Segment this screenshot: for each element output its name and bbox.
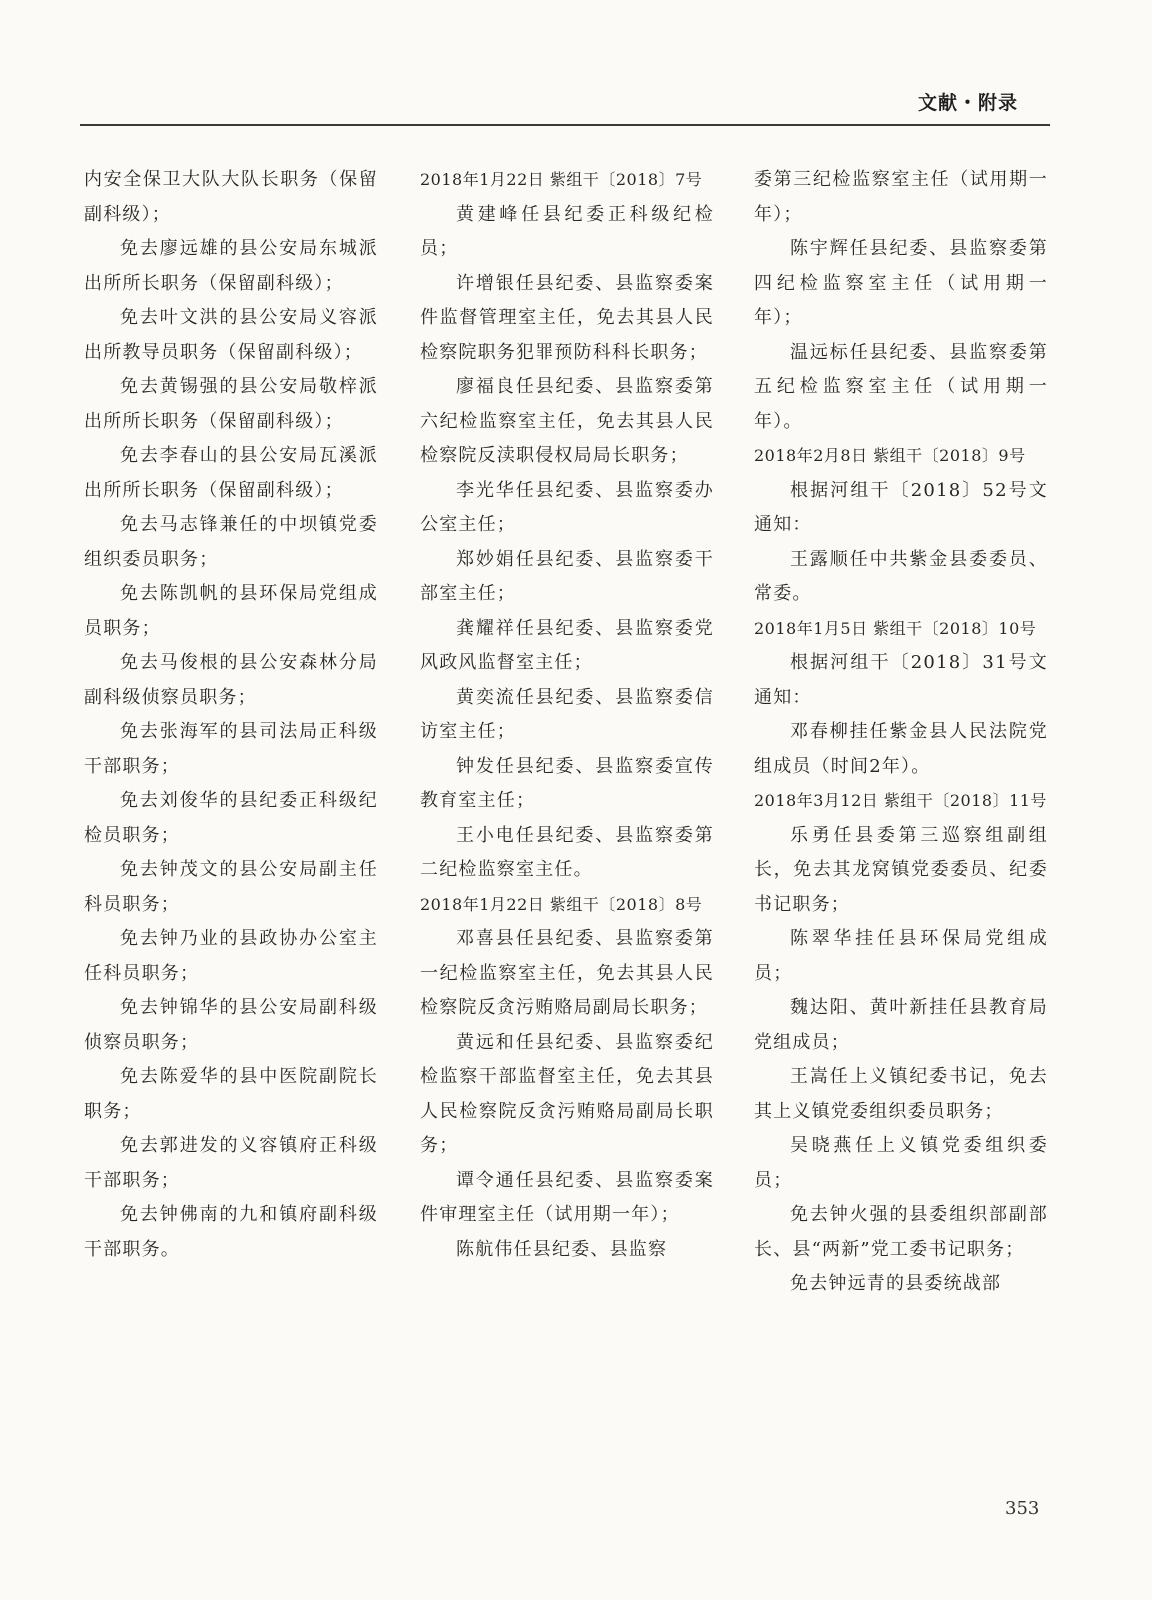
appointment-paragraph: 王小电任县纪委、县监察委第二纪检监察室主任。 <box>420 824 714 880</box>
appointment-paragraph: 免去钟火强的县委组织部副部长、县“两新”党工委书记职务； <box>754 1204 1048 1260</box>
appointment-paragraph: 许增银任县纪委、县监察委案件监督管理室主任，免去其县人民检察院职务犯罪预防科科长职务； <box>420 272 714 363</box>
appointment-paragraph: 黄奕流任县纪委、县监察委信访室主任； <box>420 686 714 742</box>
appointment-paragraph: 免去陈爱华的县中医院副院长职务； <box>84 1066 378 1122</box>
appointment-paragraph: 钟发任县纪委、县监察委宣传教育室主任； <box>420 755 714 811</box>
appointment-paragraph: 龚耀祥任县纪委、县监察委党风政风监督室主任； <box>420 617 714 673</box>
appointment-paragraph: 免去张海军的县司法局正科级干部职务； <box>84 721 378 777</box>
appointment-paragraph: 免去李春山的县公安局瓦溪派出所所长职务（保留副科级）； <box>84 445 378 501</box>
document-number: 2018年1月22日 紫组干〔2018〕7号 <box>420 170 703 189</box>
appointment-paragraph: 免去钟锦华的县公安局副科级侦察员职务； <box>84 997 378 1053</box>
appointment-paragraph: 廖福良任县纪委、县监察委第六纪检监察室主任，免去其县人民检察院反渎职侵权局局长职务； <box>420 376 714 466</box>
appointment-paragraph: 免去陈凯帆的县环保局党组成员职务； <box>84 583 378 639</box>
continued-paragraph: 委第三纪检监察室主任（试用期一年）； <box>754 169 1048 225</box>
appointment-paragraph: 陈航伟任县纪委、县监察 <box>456 1238 668 1260</box>
continued-paragraph: 内安全保卫大队大队长职务（保留副科级）； <box>84 169 378 225</box>
text-column-2 <box>420 163 714 1267</box>
appointment-paragraph: 邓春柳挂任紫金县人民法院党组成员（时间2年）。 <box>754 721 1048 777</box>
appointment-paragraph: 根据河组干〔2018〕52号文通知： <box>754 479 1048 535</box>
appointment-paragraph: 免去马俊根的县公安森林分局副科级侦察员职务； <box>84 652 378 708</box>
appointment-paragraph: 根据河组干〔2018〕31号文通知： <box>754 652 1048 708</box>
document-number: 2018年1月5日 紫组干〔2018〕10号 <box>754 618 1037 638</box>
appointment-paragraph: 谭令通任县纪委、县监察委案件审理室主任（试用期一年）； <box>420 1169 714 1225</box>
document-number: 2018年3月12日 紫组干〔2018〕11号 <box>754 791 1047 810</box>
appointment-paragraph: 免去马志锋兼任的中坝镇党委组织委员职务； <box>84 514 378 570</box>
document-number: 2018年2月8日 紫组干〔2018〕9号 <box>754 446 1026 465</box>
appointment-paragraph: 免去刘俊华的县纪委正科级纪检员职务； <box>84 790 378 846</box>
text-column-3 <box>754 163 1048 1302</box>
appointment-paragraph: 免去钟乃业的县政协办公室主任科员职务； <box>84 928 378 984</box>
appointment-paragraph: 免去钟远青的县委统战部 <box>790 1273 1002 1294</box>
appointment-paragraph: 免去钟佛南的九和镇府副科级干部职务。 <box>84 1204 378 1260</box>
appointment-paragraph: 邓喜县任县纪委、县监察委第一纪检监察室主任，免去其县人民检察院反贪污贿赂局副局长职务； <box>420 928 714 1018</box>
appointment-paragraph: 免去廖远雄的县公安局东城派出所所长职务（保留副科级）； <box>84 238 378 294</box>
appointment-paragraph: 黄建峰任县纪委正科级纪检员； <box>420 203 714 259</box>
appointment-paragraph: 温远标任县纪委、县监察委第五纪检监察室主任（试用期一年）。 <box>754 341 1048 432</box>
appointment-paragraph: 免去郭进发的义容镇府正科级干部职务； <box>84 1135 378 1191</box>
appointment-paragraph: 王嵩任上义镇纪委书记，免去其上义镇党委组织委员职务； <box>754 1066 1048 1122</box>
appointment-paragraph: 免去叶文洪的县公安局义容派出所教导员职务（保留副科级）； <box>84 307 378 363</box>
text-column-1 <box>84 163 378 1267</box>
header-divider <box>80 124 1050 126</box>
appointment-paragraph: 黄远和任县纪委、县监察委纪检监察干部监督室主任，免去其县人民检察院反贪污贿赂局副局长职务； <box>420 1031 714 1156</box>
appointment-paragraph: 陈宇辉任县纪委、县监察委第四纪检监察室主任（试用期一年）； <box>754 238 1048 328</box>
appointment-paragraph: 郑妙娟任县纪委、县监察委干部室主任； <box>420 548 714 604</box>
page-number: 353 <box>1005 1498 1040 1519</box>
appointment-paragraph: 陈翠华挂任县环保局党组成员； <box>754 928 1048 984</box>
document-number: 2018年1月22日 紫组干〔2018〕8号 <box>420 894 703 914</box>
appointment-paragraph: 乐勇任县委第三巡察组副组长，免去其龙窝镇党委委员、纪委书记职务； <box>754 824 1048 915</box>
appointment-paragraph: 王露顺任中共紫金县委委员、常委。 <box>754 548 1048 604</box>
appointment-paragraph: 免去黄锡强的县公安局敬梓派出所所长职务（保留副科级）； <box>84 376 378 432</box>
appointment-paragraph: 吴晓燕任上义镇党委组织委员； <box>754 1135 1048 1191</box>
appointment-paragraph: 免去钟茂文的县公安局副主任科员职务； <box>84 859 378 915</box>
page-header-title: 文献・附录 <box>918 92 1019 114</box>
appointment-paragraph: 李光华任县纪委、县监察委办公室主任； <box>420 479 714 535</box>
appointment-paragraph: 魏达阳、黄叶新挂任县教育局党组成员； <box>754 997 1048 1053</box>
